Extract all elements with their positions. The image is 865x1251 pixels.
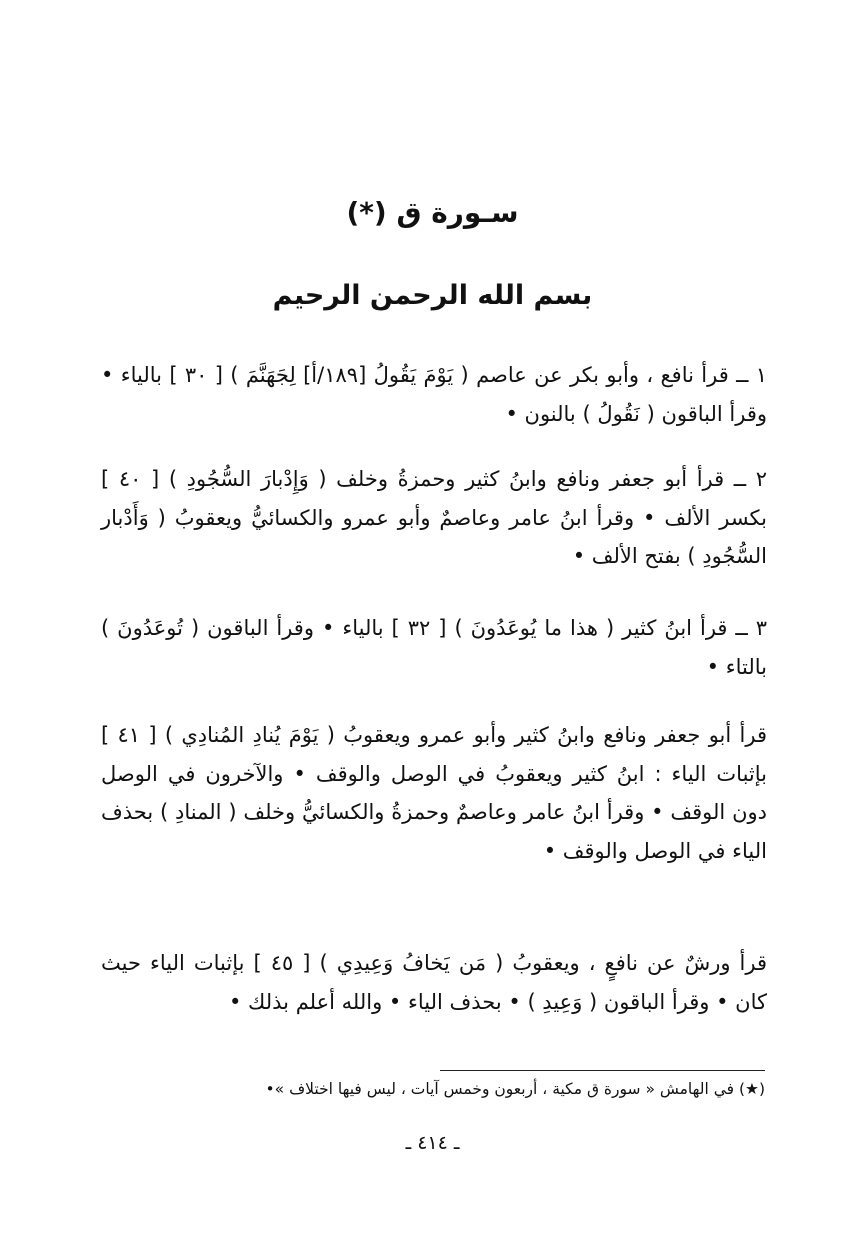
footnote: (★) في الهامش « سورة ق مكية ، أربعون وخمس آيات ، ليس فيها اختلاف »• (265, 1080, 765, 1098)
page-number: ـ ٤١٤ ـ (405, 1132, 460, 1154)
basmala-heading: بسم الله الرحمن الرحيم (272, 280, 593, 311)
surah-title: سـورة ق (*) (346, 196, 519, 229)
footnote-divider (440, 1070, 765, 1071)
paragraph-4: قرأ أبو جعفر ونافع وابنُ كثير وأبو عمرو ويعقوبُ ( يَوْمَ يُنادِ المُنادِي ) [ ٤١ ] بإثبات الياء : ابنُ كثير ويعقوبُ في الوصل والوقف • والآخرون في الوصل دون الوقف • وقرأ ابنُ عامر وعاصمٌ وحمزةُ والكسائيُّ وخلف ( المنادِ ) بحذف الياء في الوصل والوقف • (101, 723, 767, 863)
paragraph-1: ١ ــ قرأ نافع ، وأبو بكر عن عاصم ( يَوْمَ يَقُولُ [١٨٩/أ] لِجَهَنَّمَ ) [ ٣٠ ] بالياء • وقرأ الباقون ( نَقُولُ ) بالنون • (101, 363, 768, 426)
paragraph-5: قرأ ورشٌ عن نافعٍ ، ويعقوبُ ( مَن يَخافُ وَعِيدِي ) [ ٤٥ ] بإثبات الياء حيث كان • وقرأ الباقون ( وَعِيدِ ) • بحذف الياء • والله أعلم بذلك • (101, 951, 767, 1014)
paragraph-2: ٢ ــ قرأ أبو جعفر ونافع وابنُ كثير وحمزةُ وخلف ( وَإِدْبارَ السُّجُودِ ) [ ٤٠ ] بكسر الألف • وقرأ ابنُ عامر وعاصمٌ وأبو عمرو والكسائيُّ ويعقوبُ ( وَأَدْبار السُّجُودِ ) بفتح الألف • (101, 467, 767, 568)
paragraph-3: ٣ ــ قرأ ابنُ كثير ( هذا ما يُوعَدُونَ ) [ ٣٢ ] بالياء • وقرأ الباقون ( تُوعَدُونَ ) بالتاء • (101, 616, 767, 679)
